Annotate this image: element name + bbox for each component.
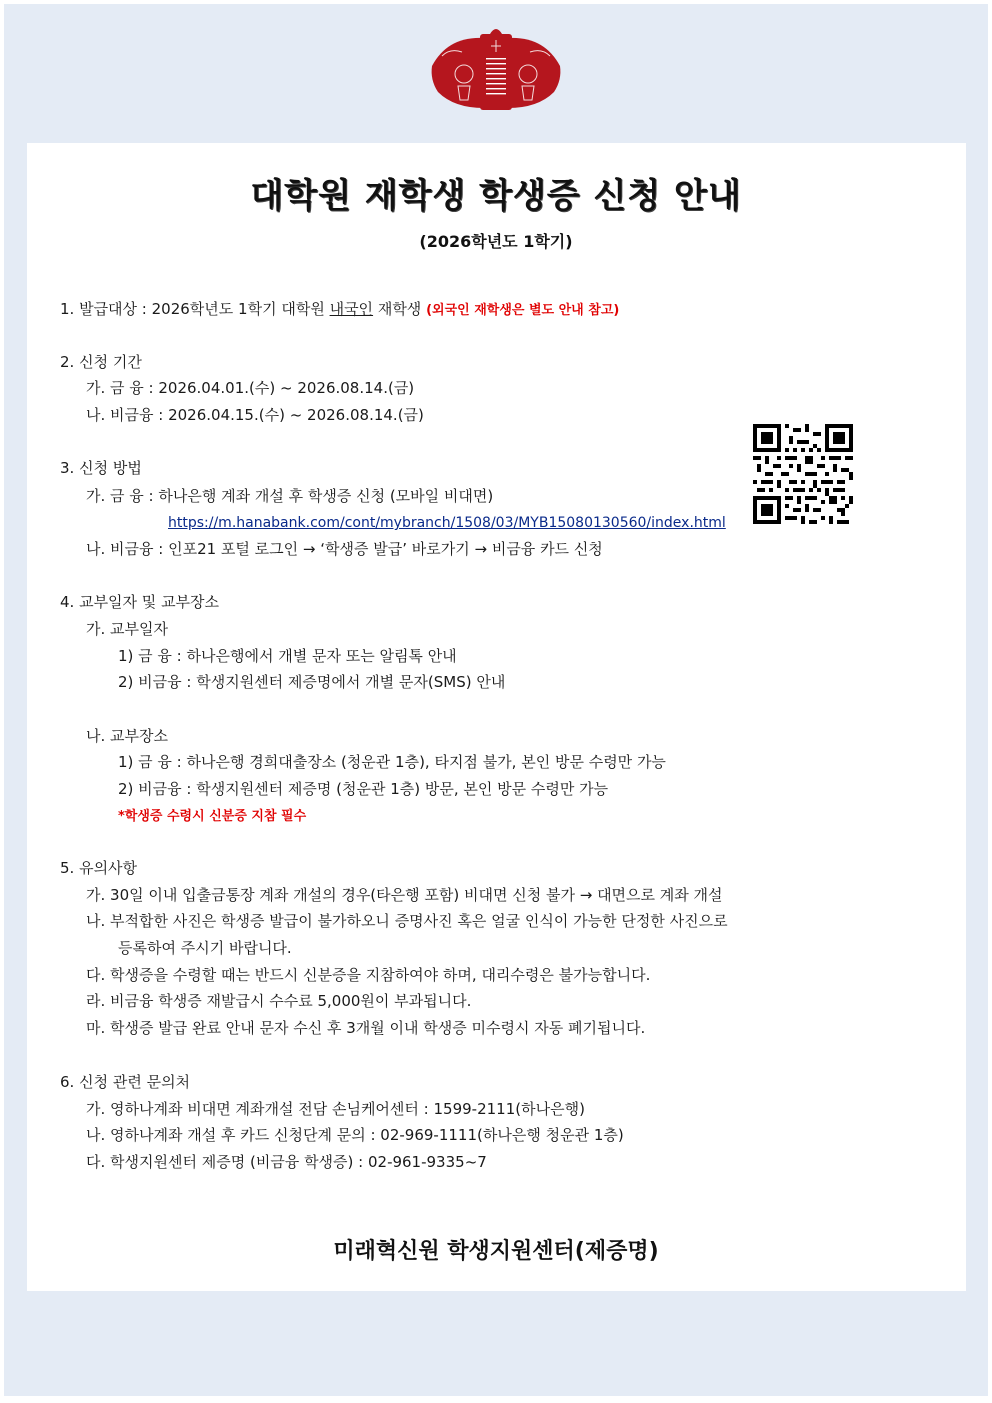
section-5-item-b: 나. 부적합한 사진은 학생증 발급이 불가하오니 증명사진 혹은 얼굴 인식이 가능한 단정한 사진으로 xyxy=(86,912,728,930)
section-5-item-e: 마. 학생증 발급 완료 안내 문자 수신 후 3개월 이내 학생증 미수령시 자동 폐기됩니다. xyxy=(86,1019,646,1037)
section-4-a-heading: 가. 교부일자 xyxy=(86,620,168,638)
section-3-item-a: 가. 금 융 : 하나은행 계좌 개설 후 학생증 신청 (모바일 비대면) xyxy=(86,487,494,505)
section-3-item-b: 나. 비금융 : 인포21 포털 로그인 → ‘학생증 발급’ 바로가기 → 비금융 카드 신청 xyxy=(86,540,603,558)
section-1-text-post: 재학생 xyxy=(373,300,427,318)
university-emblem-icon xyxy=(428,28,564,114)
section-6-item-c: 다. 학생지원센터 제증명 (비금융 학생증) : 02-961-9335~7 xyxy=(86,1153,487,1171)
section-4-heading: 4. 교부일자 및 교부장소 xyxy=(60,593,220,611)
section-1-note: (외국인 재학생은 별도 안내 참고) xyxy=(426,303,620,318)
section-6-item-b: 나. 영하나계좌 개설 후 카드 신청단계 문의 : 02-969-1111(하나은행 청운관 1층) xyxy=(86,1126,624,1144)
section-4-a1: 1) 금 융 : 하나은행에서 개별 문자 또는 알림톡 안내 xyxy=(118,647,457,665)
section-4-a2: 2) 비금융 : 학생지원센터 제증명에서 개별 문자(SMS) 안내 xyxy=(118,673,506,691)
section-5-item-c: 다. 학생증을 수령할 때는 반드시 신분증을 지참하여야 하며, 대리수령은 불가능합니다. xyxy=(86,966,651,984)
section-1-text: 1. 발급대상 : 2026학년도 1학기 대학원 xyxy=(60,300,330,318)
section-1-target xyxy=(60,299,619,321)
qr-code-icon[interactable] xyxy=(753,424,853,524)
section-5-item-a: 가. 30일 이내 입출금통장 계좌 개설의 경우(타은행 포함) 비대면 신청 불가 → 대면으로 계좌 개설 xyxy=(86,886,723,904)
section-1-underlined: 내국인 xyxy=(329,300,374,318)
section-6-item-a: 가. 영하나계좌 비대면 계좌개설 전담 손님케어센터 : 1599-2111(하나은행) xyxy=(86,1100,585,1118)
hanabank-link[interactable]: https://m.hanabank.com/cont/mybranch/1508/03/MYB15080130560/index.html xyxy=(168,515,726,531)
document-title: 대학원 재학생 학생증 신청 안내 xyxy=(250,176,742,216)
section-5-heading: 5. 유의사항 xyxy=(60,859,138,877)
section-4-b-heading: 나. 교부장소 xyxy=(86,727,168,745)
document-subtitle: (2026학년도 1학기) xyxy=(419,232,573,251)
section-5-item-d: 라. 비금융 학생증 재발급시 수수료 5,000원이 부과됩니다. xyxy=(86,992,472,1010)
section-4-b2: 2) 비금융 : 학생지원센터 제증명 (청운관 1층) 방문, 본인 방문 수령만 가능 xyxy=(118,780,609,798)
section-4-note: *학생증 수령시 신분증 지참 필수 xyxy=(118,809,307,824)
section-6-heading: 6. 신청 관련 문의처 xyxy=(60,1073,191,1091)
section-2-item-a: 가. 금 융 : 2026.04.01.(수) ~ 2026.08.14.(금) xyxy=(86,379,415,397)
issuer-footer: 미래혁신원 학생지원센터(제증명) xyxy=(333,1239,659,1264)
section-2-item-b: 나. 비금융 : 2026.04.15.(수) ~ 2026.08.14.(금) xyxy=(86,406,424,424)
section-4-b1: 1) 금 융 : 하나은행 경희대출장소 (청운관 1층), 타지점 불가, 본인 방문 수령만 가능 xyxy=(118,753,666,771)
section-2-heading: 2. 신청 기간 xyxy=(60,353,142,371)
section-3-heading: 3. 신청 방법 xyxy=(60,459,142,477)
section-5-item-b-cont: 등록하여 주시기 바랍니다. xyxy=(118,939,292,957)
